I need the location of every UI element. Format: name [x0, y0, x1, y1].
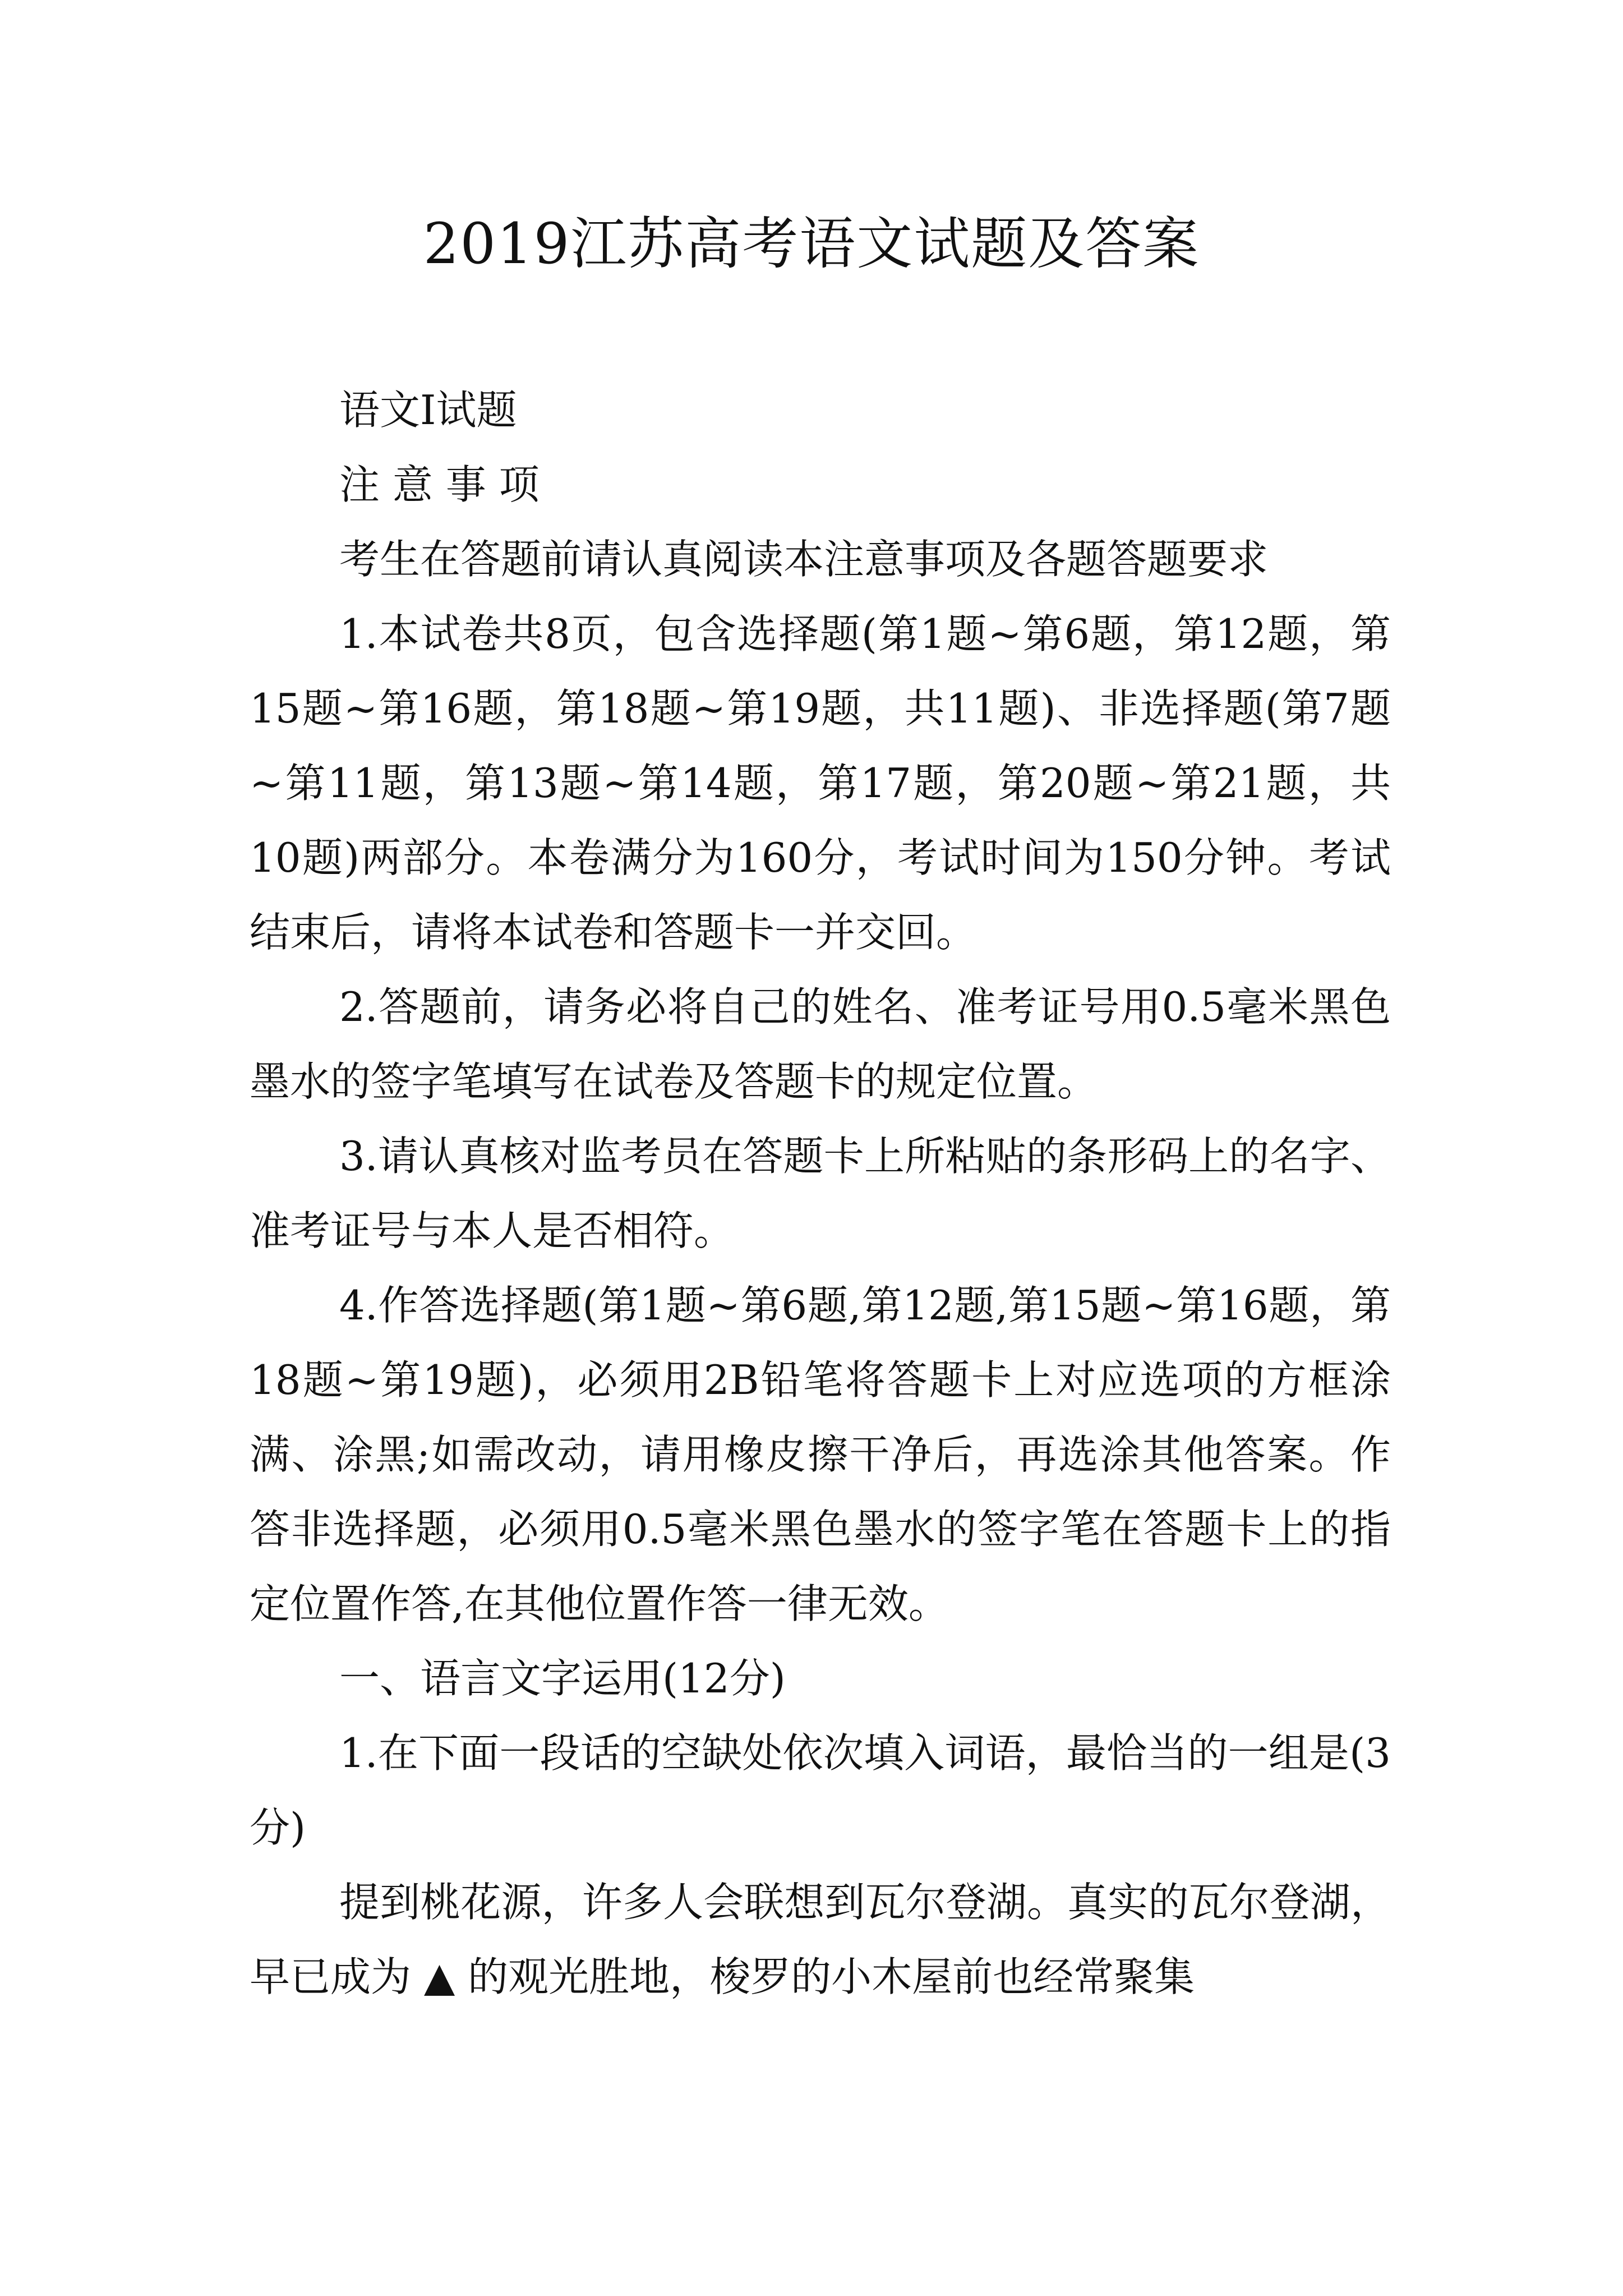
notice-intro: 考生在答题前请认真阅读本注意事项及各题答题要求: [339, 536, 1269, 583]
question-1: 1.在下面一段话的空缺处依次填入词语，最恰当的一组是(3分): [250, 1729, 1391, 1851]
section-heading: 一、语言文字运用(12分): [339, 1655, 786, 1702]
paper-heading: 语文Ⅰ试题: [339, 386, 517, 434]
notice-item-4: 4.作答选择题(第1题~第6题,第12题,第15题~第16题，第18题~第19题)，必须用2B铅笔将答题卡上对应选项的方框涂满、涂黑;如需改动，请用橡皮擦干净后，再选涂其他答案。作答非选择题，必须用0.5毫米黑色墨水的签字笔在答题卡上的指定位置作答,在其他位置作答一律无效。: [250, 1282, 1391, 1627]
question-1-passage: 提到桃花源，许多人会联想到瓦尔登湖。真实的瓦尔登湖，早已成为 ▲ 的观光胜地，梭罗的小木屋前也经常聚集: [250, 1879, 1391, 2000]
notice-item-3: 3.请认真核对监考员在答题卡上所粘贴的条形码上的名字、准考证号与本人是否相符。: [250, 1133, 1391, 1254]
notice-item-2: 2.答题前，请务必将自己的姓名、准考证号用0.5毫米黑色墨水的签字笔填写在试卷及答题卡的规定位置。: [250, 983, 1391, 1105]
document-title: 2019江苏高考语文试题及答案: [423, 211, 1200, 277]
notice-item-1: 1.本试卷共8页，包含选择题(第1题~第6题，第12题，第15题~第16题，第18题~第19题，共11题)、非选择题(第7题~第11题，第13题~第14题，第17题，第20题~第21题，共10题)两部分。本卷满分为160分，考试时间为150分钟。考试结束后，请将本试卷和答题卡一并交回。: [250, 610, 1391, 956]
document-body: [250, 373, 1391, 2014]
notice-heading: 注 意 事 项: [339, 461, 540, 508]
